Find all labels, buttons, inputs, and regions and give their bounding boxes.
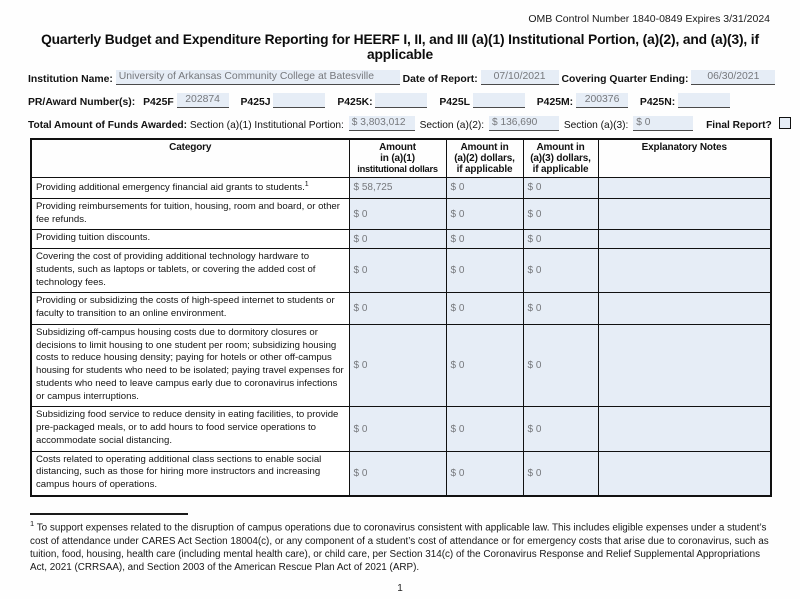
section-a2-label: Section (a)(2):: [419, 120, 485, 131]
amount-a2-field[interactable]: $ 0: [446, 178, 523, 199]
footnote-text: To support expenses related to the disruption of campus operations due to coronavirus consistent with applicable law. This includes eligible expenses under a student’s cost of attendance under CARES Act Section 18004(c), or any component of a student’s cost of attendance or for emergency costs that arise due to coronavirus, such as tuition, food, housing, health care (including mental health care), or child care, per Section 314(c) of the Coronavirus Response and Relief Supplemental Appropriations Act, 2021 (CRRSAA), and Section 2003 of the American Rescue Plan Act of 2021 (ARP).: [30, 522, 769, 574]
amount-a3-field[interactable]: $ 0: [523, 293, 598, 325]
notes-field[interactable]: [598, 407, 771, 451]
amount-a1-field[interactable]: $ 0: [349, 451, 446, 496]
table-row: [31, 293, 771, 325]
amount-a3-field[interactable]: $ 0: [523, 178, 598, 199]
category-cell: Subsidizing food service to reduce density in eating facilities, to provide pre-packaged meals, or to add hours to food service operations to accommodate social distancing.: [31, 407, 349, 451]
award-p425l-field[interactable]: [473, 93, 525, 108]
amount-a3-field[interactable]: $ 0: [523, 324, 598, 407]
section-a1-label: Section (a)(1) Institutional Portion:: [189, 120, 344, 131]
table-row: [31, 407, 771, 451]
notes-field[interactable]: [598, 178, 771, 199]
amount-a3-field[interactable]: $ 0: [523, 198, 598, 230]
award-p425n-field[interactable]: [678, 93, 730, 108]
award-p425n-label: P425N:: [639, 97, 676, 108]
final-report-checkbox[interactable]: [779, 117, 791, 129]
category-cell: Covering the cost of providing additional technology hardware to students, such as laptops or tablets, or covering the added cost of technology fees.: [31, 249, 349, 293]
table-row: [31, 178, 771, 199]
footnote-number: 1: [30, 518, 35, 528]
notes-field[interactable]: [598, 293, 771, 325]
amount-a2-field[interactable]: $ 0: [446, 293, 523, 325]
date-of-report-label: Date of Report:: [402, 74, 478, 85]
amount-a2-field[interactable]: $ 0: [446, 407, 523, 451]
table-row: [31, 324, 771, 407]
column-header-a2: Amount in (a)(2) dollars, if applicable: [446, 139, 523, 178]
budget-table: [30, 138, 772, 497]
table-row: [31, 198, 771, 230]
column-header-a3: Amount in (a)(3) dollars, if applicable: [523, 139, 598, 178]
institution-name-field[interactable]: University of Arkansas Community College at Batesville: [116, 70, 400, 85]
column-header-a1: Amount in (a)(1) institutional dollars: [349, 139, 446, 178]
award-p425f-field[interactable]: 202874: [177, 93, 229, 108]
pr-award-row: [28, 93, 772, 108]
section-a3-field[interactable]: $ 0: [633, 116, 693, 131]
award-p425m-label: P425M:: [536, 97, 574, 108]
page-title: Quarterly Budget and Expenditure Reporting for HEERF I, II, and III (a)(1) Institutional Portion, (a)(2), and (a)(3), if applicable: [41, 32, 759, 62]
category-cell: Costs related to operating additional class sections to enable social distancing, such as those for hiring more instructors and increasing campus hours of operations.: [31, 451, 349, 496]
award-p425j-field[interactable]: [273, 93, 325, 108]
award-p425k-field[interactable]: [375, 93, 427, 108]
table-row: [31, 249, 771, 293]
award-p425f-label: P425F: [143, 97, 174, 108]
award-p425m-field[interactable]: 200376: [576, 93, 628, 108]
amount-a3-field[interactable]: $ 0: [523, 249, 598, 293]
amount-a1-field[interactable]: $ 0: [349, 324, 446, 407]
amount-a3-field[interactable]: $ 0: [523, 230, 598, 249]
institution-row: [28, 70, 772, 85]
notes-field[interactable]: [598, 451, 771, 496]
footnote: [30, 519, 770, 574]
notes-field[interactable]: [598, 230, 771, 249]
notes-field[interactable]: [598, 249, 771, 293]
table-row: [31, 230, 771, 249]
category-cell: Providing reimbursements for tuition, housing, room and board, or other fee refunds.: [31, 198, 349, 230]
footnote-marker: 1: [304, 181, 309, 188]
amount-a1-field[interactable]: $ 58,725: [349, 178, 446, 199]
amount-a1-field[interactable]: $ 0: [349, 407, 446, 451]
pr-award-label: PR/Award Number(s):: [28, 97, 136, 108]
footnote-separator: [30, 513, 188, 515]
category-cell: Providing tuition discounts.: [31, 230, 349, 249]
amount-a2-field[interactable]: $ 0: [446, 249, 523, 293]
total-funds-row: [28, 116, 772, 131]
institution-name-label: Institution Name:: [28, 74, 113, 85]
section-a3-label: Section (a)(3):: [563, 120, 629, 131]
amount-a1-field[interactable]: $ 0: [349, 293, 446, 325]
category-cell: Subsidizing off-campus housing costs due to dormitory closures or decisions to limit housing to one student per room; subsidizing housing costs to reduce housing density; paying for hotels or other off-campus housing for students who need to be isolated; paying travel expenses for students who need to leave campus early due to coronavirus infections or campus interruptions.: [31, 324, 349, 407]
covering-quarter-label: Covering Quarter Ending:: [561, 74, 689, 85]
table-header-row: [31, 139, 771, 178]
award-p425k-label: P425K:: [337, 97, 373, 108]
notes-field[interactable]: [598, 198, 771, 230]
page-number: 1: [397, 583, 403, 595]
award-p425l-label: P425L: [439, 97, 470, 108]
omb-control-number: OMB Control Number 1840-0849 Expires 3/31/2024: [528, 13, 770, 25]
final-report-label: Final Report?: [706, 120, 772, 131]
award-p425j-label: P425J: [240, 97, 271, 108]
column-header-notes: Explanatory Notes: [598, 139, 771, 178]
amount-a2-field[interactable]: $ 0: [446, 324, 523, 407]
section-a2-field[interactable]: $ 136,690: [489, 116, 559, 131]
notes-field[interactable]: [598, 324, 771, 407]
amount-a2-field[interactable]: $ 0: [446, 451, 523, 496]
amount-a1-field[interactable]: $ 0: [349, 198, 446, 230]
column-header-category: Category: [31, 139, 349, 178]
date-of-report-field[interactable]: 07/10/2021: [481, 70, 559, 85]
category-cell: Providing additional emergency financial aid grants to students.$^1$: [31, 178, 349, 199]
total-funds-label: Total Amount of Funds Awarded:: [28, 120, 188, 131]
amount-a3-field[interactable]: $ 0: [523, 451, 598, 496]
table-row: [31, 451, 771, 496]
amount-a2-field[interactable]: $ 0: [446, 230, 523, 249]
category-cell: Providing or subsidizing the costs of high-speed internet to students or faculty to transition to an online environment.: [31, 293, 349, 325]
amount-a2-field[interactable]: $ 0: [446, 198, 523, 230]
covering-quarter-field[interactable]: 06/30/2021: [691, 70, 775, 85]
amount-a1-field[interactable]: $ 0: [349, 230, 446, 249]
amount-a3-field[interactable]: $ 0: [523, 407, 598, 451]
amount-a1-field[interactable]: $ 0: [349, 249, 446, 293]
section-a1-field[interactable]: $ 3,803,012: [349, 116, 415, 131]
